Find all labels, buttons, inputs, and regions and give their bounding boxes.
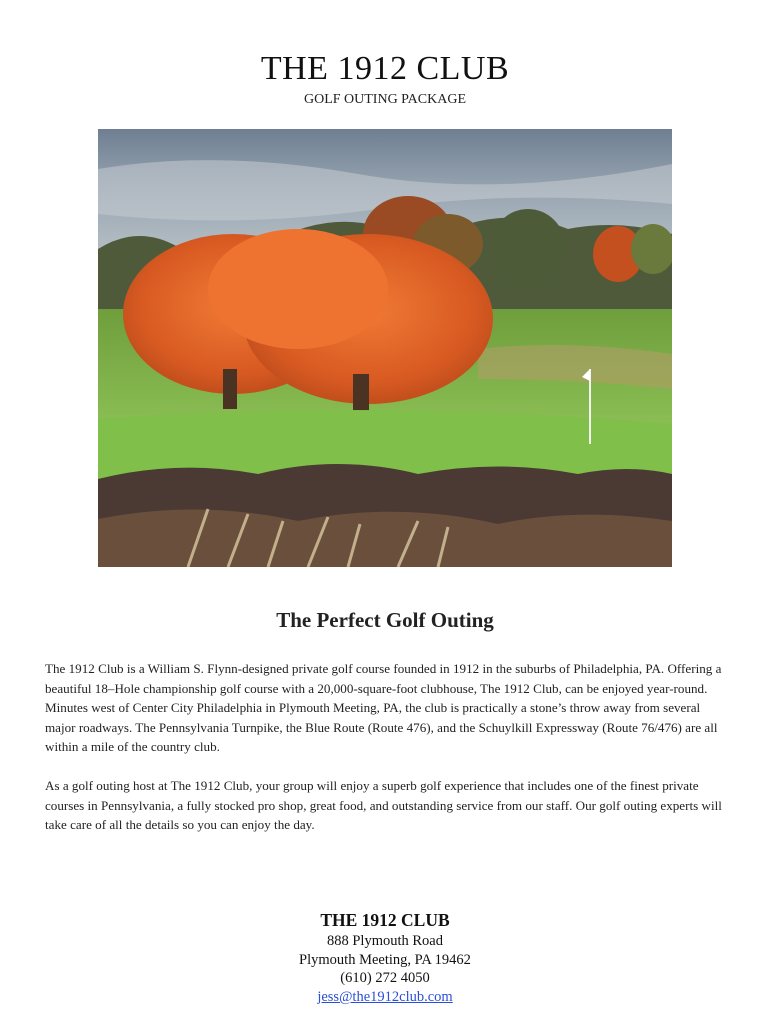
intro-paragraph: The 1912 Club is a William S. Flynn-designed private golf course founded in 1912 in the suburbs of Philadelphia, PA. Offering a beautiful 18–Hole championship golf course with a 20,000-square-foot clubhouse, The 1912 Club, can be enjoyed year-round. Minutes west of Center City Philadelphia in Plymouth Meeting, PA, the club is practically a stone’s throw away from several major roadways. The Pennsylvania Turnpike, the Blue Route (Route 476), and the Schuylkill Expressway (Route 76/476) are all within a mile of the country club. (45, 661, 722, 754)
document-subtitle: GOLF OUTING PACKAGE (303, 92, 467, 107)
section-heading: The Perfect Golf Outing (276, 608, 494, 632)
footer-club-name: THE 1912 CLUB (320, 910, 450, 930)
address-line-1: 888 Plymouth Road (326, 933, 443, 949)
phone-number: (610) 272 4050 (340, 970, 430, 987)
address-line-2: Plymouth Meeting, PA 19462 (299, 951, 471, 968)
email-link[interactable]: jess@the1912club.com (317, 989, 453, 1006)
outing-paragraph: As a golf outing host at The 1912 Club, your group will enjoy a superb golf experience that includes one of the finest private courses in Pennsylvania, a fully stocked pro shop, great food, and outstanding service from our staff. Our golf outing experts will take care of all the details so you can enjoy the day. (45, 778, 722, 832)
contact-block (0, 908, 770, 1007)
document-title: THE 1912 CLUB (260, 50, 510, 87)
golf-course-photo (98, 129, 672, 567)
